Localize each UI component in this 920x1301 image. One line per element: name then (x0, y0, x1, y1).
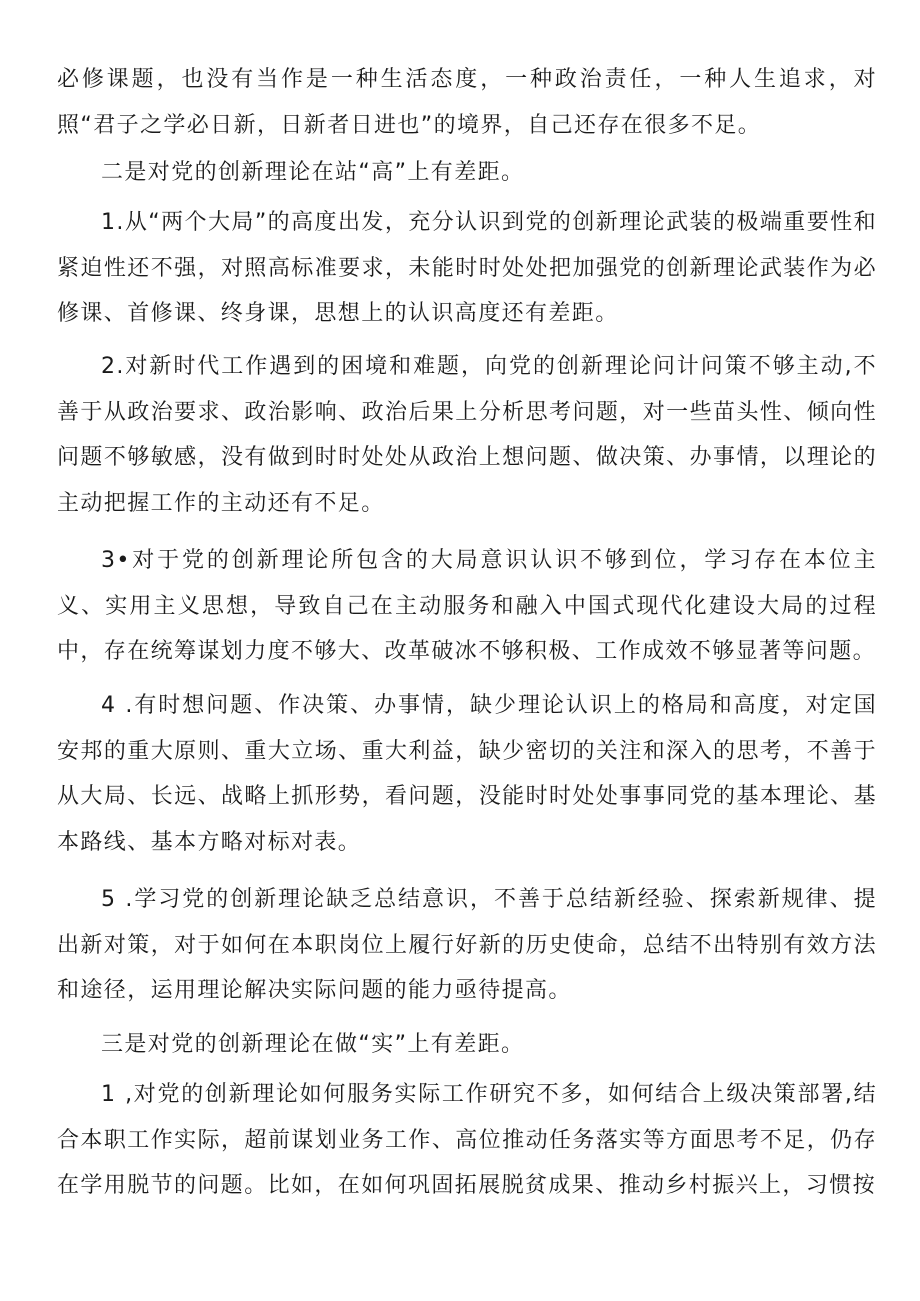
section-two-heading: 二是对党的创新理论在站“高”上有差距。 (101, 160, 525, 185)
paragraph-item-1: 1.从“两个大局”的高度出发，充分认识到党的创新理论武装的极端重要性和紧迫性还不强，对照高标准要求，未能时时处处把加强党的创新理论武装作为必修课、首修课、终身课，思想上的认识高度还有差距。 (57, 210, 877, 326)
paragraph-section-three-item-1: 1 ,对党的创新理论如何服务实际工作研究不多，如何结合上级决策部署,结合本职工作实际，超前谋划业务工作、高位推动任务落实等方面思考不足，仍存在学用脱节的问题。比如，在如何巩固拓展脱贫成果、推动乡村振兴上，习惯按 (57, 1082, 877, 1198)
paragraph-item-3: 3•对于党的创新理论所包含的大局意识认识不够到位，学习存在本位主义、实用主义思想，导致自己在主动服务和融入中国式现代化建设大局的过程中，存在统筹谋划力度不够大、改革破冰不够积极、工作成效不够显著等问题。 (57, 548, 877, 664)
paragraph-item-2: 2.对新时代工作遇到的困境和难题，向党的创新理论问计问策不够主动,不善于从政治要求、政治影响、政治后果上分析思考问题，对一些苗头性、倾向性问题不够敏感，没有做到时时处处从政治上想问题、做决策、办事情，以理论的主动把握工作的主动还有不足。 (57, 354, 877, 516)
paragraph-continuation: 必修课题，也没有当作是一种生活态度，一种政治责任，一种人生追求，对照“君子之学必日新，日新者日进也”的境界，自己还存在很多不足。 (57, 67, 877, 138)
paragraph-item-4: 4 .有时想问题、作决策、办事情，缺少理论认识上的格局和高度，对定国安邦的重大原则、重大立场、重大利益，缺少密切的关注和深入的思考，不善于从大局、长远、战略上抓形势，看问题，没能时时处处事事同党的基本理论、基本路线、基本方略对标对表。 (57, 693, 877, 855)
paragraph-item-5: 5 .学习党的创新理论缺乏总结意识，不善于总结新经验、探索新规律、提出新对策，对于如何在本职岗位上履行好新的历史使命，总结不出特别有效方法和途径，运用理论解决实际问题的能力亟待提高。 (57, 887, 877, 1003)
section-three-heading: 三是对党的创新理论在做“实”上有差距。 (101, 1032, 525, 1057)
